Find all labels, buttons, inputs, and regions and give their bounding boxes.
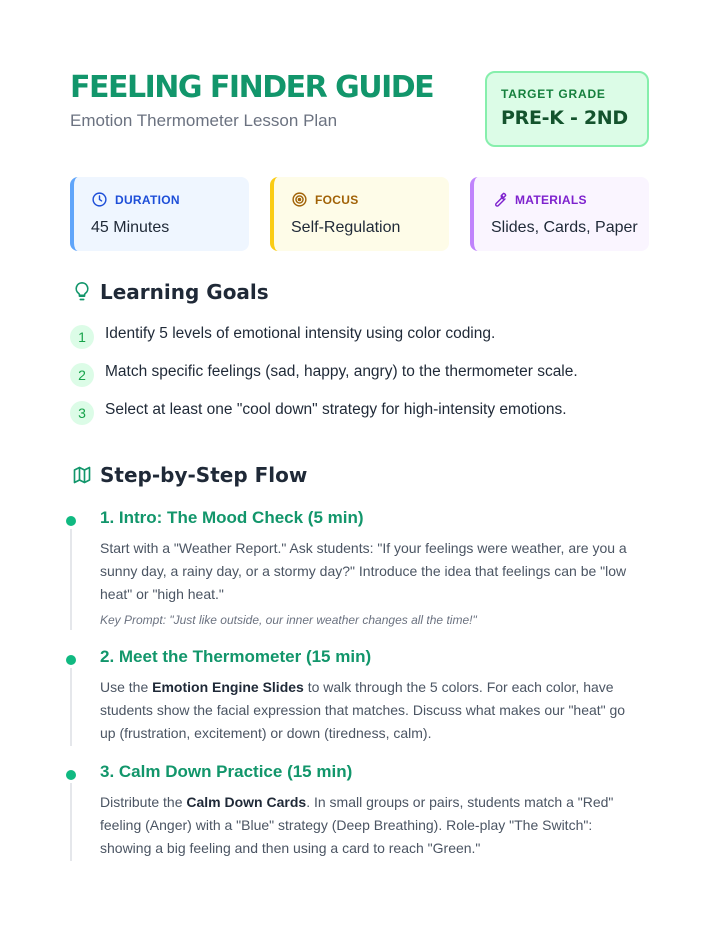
- step-line: [100, 676, 660, 699]
- map-icon: [72, 465, 92, 485]
- step-line: heat" or "high heat.": [100, 586, 224, 602]
- calm-down-cards-text: Calm Down Cards: [186, 794, 307, 810]
- step-line: sunny day, a rainy day, or a stormy day?" Introduce the idea that feelings can be "low: [100, 563, 627, 579]
- goal-text: Match specific feelings (sad, happy, angry) to the thermometer scale.: [105, 363, 578, 380]
- materials-value: Slides, Cards, Paper: [491, 219, 638, 236]
- duration-value: 45 Minutes: [91, 219, 170, 236]
- target-icon: [291, 191, 308, 208]
- focus-card: [270, 177, 449, 251]
- timeline-dot: [66, 516, 76, 526]
- goal-item: [70, 399, 567, 425]
- duration-label: DURATION: [115, 192, 180, 207]
- materials-label: MATERIALS: [515, 192, 587, 207]
- emotion-engine-slides-text: Emotion Engine Slides: [152, 679, 304, 695]
- key-prompt: Key Prompt: "Just like outside, our inner weather changes all the time!": [100, 613, 477, 627]
- goal-item: [70, 361, 578, 387]
- goal-item: [70, 323, 495, 349]
- timeline-dot: [66, 655, 76, 665]
- materials-card: [470, 177, 649, 251]
- step-line: students show the facial expression that matches. Discuss what makes our "heat" go: [100, 702, 626, 718]
- target-grade-card: [485, 71, 649, 147]
- step-description: [100, 537, 660, 606]
- focus-value: Self-Regulation: [291, 219, 401, 236]
- duration-card: [70, 177, 249, 251]
- lightbulb-icon: [72, 281, 92, 303]
- step-line: Start with a "Weather Report." Ask students: "If your feelings were weather, are you a: [100, 540, 627, 556]
- timeline-line: [70, 529, 72, 630]
- step-text: to walk through the 5 colors. For each color, have: [303, 679, 614, 695]
- goal-number: 3: [70, 401, 94, 425]
- learning-goals-title: Learning Goals: [100, 280, 269, 304]
- wrench-icon: [491, 191, 508, 208]
- step-description: [100, 676, 660, 745]
- goal-text: Identify 5 levels of emotional intensity using color coding.: [105, 325, 496, 342]
- step-text: Use the: [100, 679, 153, 695]
- focus-label: FOCUS: [315, 192, 359, 207]
- step-line: feeling (Anger) with a "Blue" strategy (Deep Breathing). Role-play "The Switch":: [100, 817, 593, 833]
- step-text: Distribute the: [100, 794, 187, 810]
- step-flow-title: Step-by-Step Flow: [100, 463, 308, 487]
- timeline-line: [70, 668, 72, 746]
- page-title: FEELING FINDER GUIDE: [70, 70, 434, 105]
- learning-goals-heading: [72, 280, 269, 304]
- goal-number: 1: [70, 325, 94, 349]
- step-title: 1. Intro: The Mood Check (5 min): [100, 508, 364, 527]
- page-subtitle: Emotion Thermometer Lesson Plan: [70, 111, 338, 130]
- step-line: up (frustration, excitement) or down (tiredness, calm).: [100, 725, 432, 741]
- step-line: [100, 791, 660, 814]
- target-grade-value: PRE-K - 2ND: [501, 107, 628, 129]
- goal-text: Select at least one "cool down" strategy for high-intensity emotions.: [105, 401, 567, 418]
- timeline-dot: [66, 770, 76, 780]
- timeline-line: [70, 783, 72, 861]
- step-description: [100, 791, 660, 860]
- step-title: 3. Calm Down Practice (15 min): [100, 762, 353, 781]
- step-flow-heading: [72, 463, 307, 487]
- step-title: 2. Meet the Thermometer (15 min): [100, 647, 372, 666]
- step-text: . In small groups or pairs, students match a "Red": [306, 794, 614, 810]
- goal-number: 2: [70, 363, 94, 387]
- clock-icon: [91, 191, 108, 208]
- target-grade-label: TARGET GRADE: [501, 87, 606, 101]
- step-line: showing a big feeling and then using a card to reach "Green.": [100, 840, 481, 856]
